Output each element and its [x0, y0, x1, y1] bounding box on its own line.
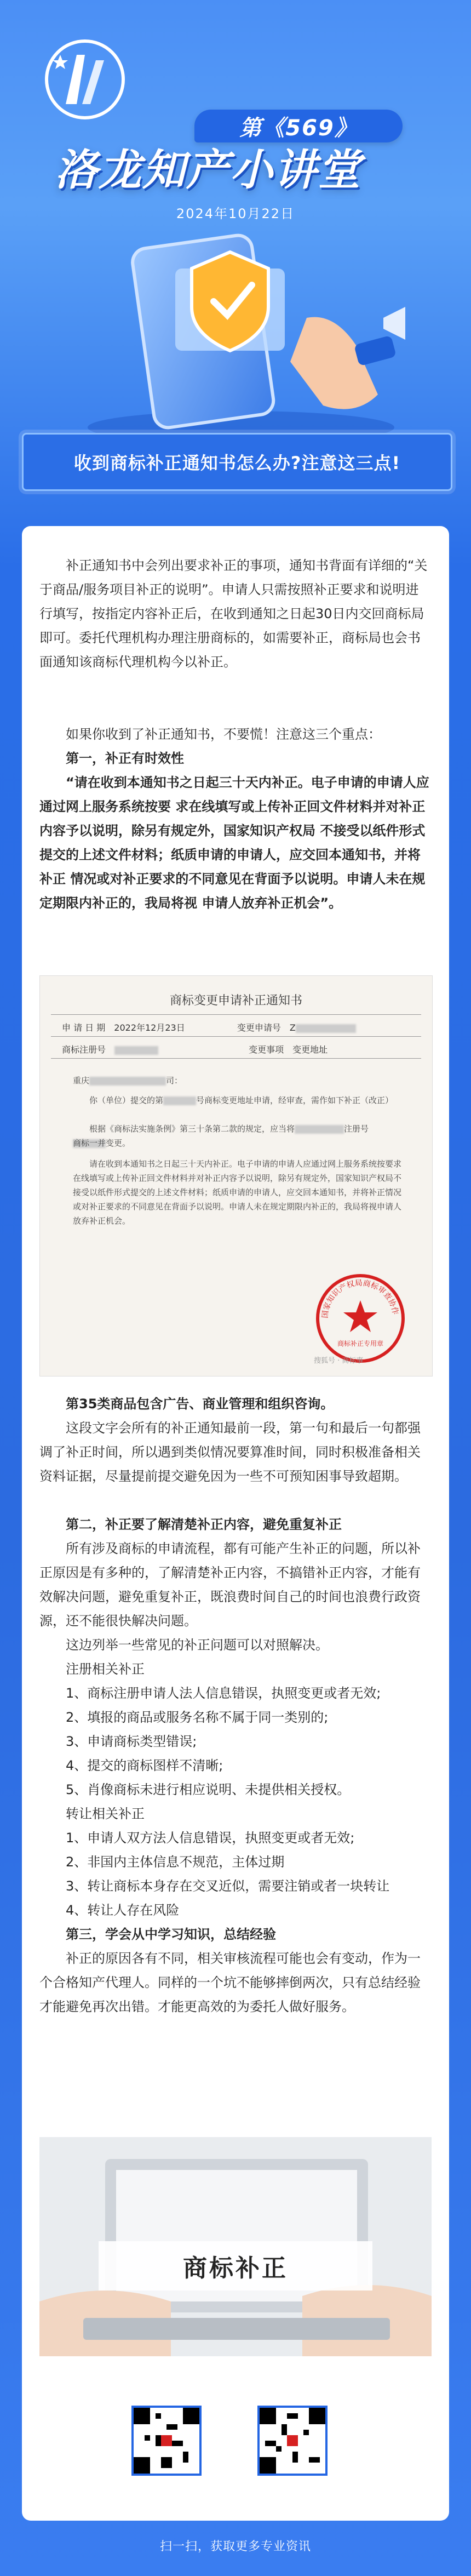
- svg-text:国家知识产权局商标审查协作: 国家知识产权局商标审查协作: [320, 1278, 400, 1319]
- issue-badge: 第《569》: [194, 110, 403, 142]
- paragraph: 第35类商品包含广告、商业管理和组织咨询。: [66, 1396, 334, 1412]
- qr-code-icon: [260, 2408, 325, 2474]
- cnipa-logo-icon: [44, 38, 126, 121]
- document-title: 商标变更申请补正通知书: [169, 994, 302, 1008]
- list-heading: 注册相关补正: [66, 1661, 145, 1677]
- list-item: 4、转让人存在风险: [66, 1903, 180, 1918]
- phone-shield-illustration: [49, 219, 433, 449]
- document-body: 商标一并变更。: [73, 1138, 131, 1148]
- hero-banner: [0, 0, 471, 493]
- svg-text:商标补正专用章: 商标补正专用章: [337, 1340, 384, 1347]
- document-row: 商标注册号 变更事项 变更地址: [62, 1044, 328, 1055]
- paragraph: 如果你收到了补正通知书，不要慌！注意这三个重点：: [66, 727, 381, 742]
- list-item: 2、非国内主体信息不规范，主体过期: [66, 1854, 285, 1870]
- document-addressee: 重庆 司：: [73, 1076, 183, 1086]
- section-heading: 第二，补正要了解清楚补正内容，避免重复补正: [66, 1517, 342, 1532]
- list-item: 3、转让商标本身存在交叉近似，需要注销或者一块转让: [66, 1878, 390, 1894]
- document-row: 申 请 日 期 2022年12月23日 变更申请号 Z: [62, 1021, 356, 1033]
- photo-caption: 商标补正: [99, 2241, 372, 2291]
- footer-caption: 扫一扫，获取更多专业资讯: [159, 2540, 311, 2554]
- article-headline: 收到商标补正通知书怎么办?注意这三点!: [22, 433, 452, 491]
- list-item: 1、商标注册申请人法人信息错误，执照变更或者无效;: [66, 1686, 381, 1701]
- document-body: 你（单位）提交的第 号商标变更地址申请，经审查，需作如下补正（改正）: [89, 1095, 394, 1105]
- page-title: 洛龙知产小讲堂: [55, 146, 362, 195]
- document-body: 请在收到本通知书之日起三十天内补正。电子申请的申请人应通过网上服务系统按要求在线填写或上传补正回文件材料并对补正内容予以说明，除另有规定外，国家知识产权局不接受以纸件形式提交的上述文件材料；纸质申请的申请人，应交回本通知书，并将补正情况或对补正要求的不同意见在背面予以说明。申请人未在规定期限内补正的，我局将视申请人放弃补正机会。: [73, 1159, 402, 1226]
- list-item: 3、申请商标类型错误;: [66, 1734, 197, 1749]
- quoted-notice: “请在收到本通知书之日起三十天内补正。电子申请的申请人应通过网上服务系统按要 求在线填写或上传补正回文件材料并对补正内容予以说明，除另有规定外，国家知识产权局 不接受以纸件形式提交的上述文件材料；纸质申请的申请人，应交回本通知书，并将补正 情况或对补正要求的不同意见在背面予以说明。申请人未在规定期限内补正的，我局将视 申请人放弃补正机会”。: [39, 775, 429, 911]
- paragraph: 这段文字会所有的补正通知最前一段，第一句和最后一句都强调了补正时间，所以遇到类似情况要算准时间，同时积极准备相关资料证据，尽量提前提交避免因为一些不可预知困事导致超期。: [39, 1420, 421, 1484]
- list-item: 1、申请人双方法人信息错误，执照变更或者无效;: [66, 1830, 355, 1846]
- list-heading: 转让相关补正: [66, 1806, 145, 1821]
- paragraph: 所有涉及商标的申请流程，都有可能产生补正的问题，所以补正原因是有多种的，了解清楚补正内容，不搞错补正内容，才能有效解决问题，避免重复补正，既浪费时间自己的时间也浪费行政资源，还不能很快解决问题。: [39, 1541, 421, 1629]
- qr-code-left[interactable]: [131, 2406, 202, 2476]
- list-item: 2、填报的商品或服务名称不属于同一类别的;: [66, 1710, 329, 1725]
- paragraph: 补正的原因各有不同，相关审核流程可能也会有变动，作为一个合格知产代理人。同样的一个坑不能够摔倒两次，只有总结经验才能避免再次出错。才能更高效的为委托人做好服务。: [39, 1951, 421, 2014]
- publish-date: 2024年10月22日: [176, 206, 295, 221]
- qr-code-right[interactable]: [257, 2406, 328, 2476]
- list-item: 4、提交的商标图样不清晰;: [66, 1758, 223, 1773]
- official-seal-icon: [314, 1272, 407, 1365]
- watermark: 搜狐号 · 商标事: [314, 1357, 364, 1365]
- qr-code-icon: [134, 2408, 199, 2474]
- list-item: 5、肖像商标未进行相应说明、未提供相关授权。: [66, 1782, 351, 1797]
- paragraph: 这边列举一些常见的补正问题可以对照解决。: [66, 1637, 329, 1653]
- paragraph: 补正通知书中会列出要求补正的事项，通知书背面有详细的“关于商品/服务项目补正的说明”。申请人只需按照补正要求和说明进行填写，按指定内容补正后，在收到通知之日起30日内交回商标局即可。委托代理机构办理注册商标的，如需要补正，商标局也会书面通知该商标代理机构今以补正。: [39, 558, 428, 670]
- section-heading: 第一，补正有时效性: [66, 751, 184, 766]
- section-heading: 第三，学会从中学习知识，总结经验: [66, 1927, 276, 1942]
- document-body: 根据《商标法实施条例》第三十条第二款的规定，应当将 注册号: [73, 1122, 401, 1150]
- notice-document-image: [39, 975, 433, 1376]
